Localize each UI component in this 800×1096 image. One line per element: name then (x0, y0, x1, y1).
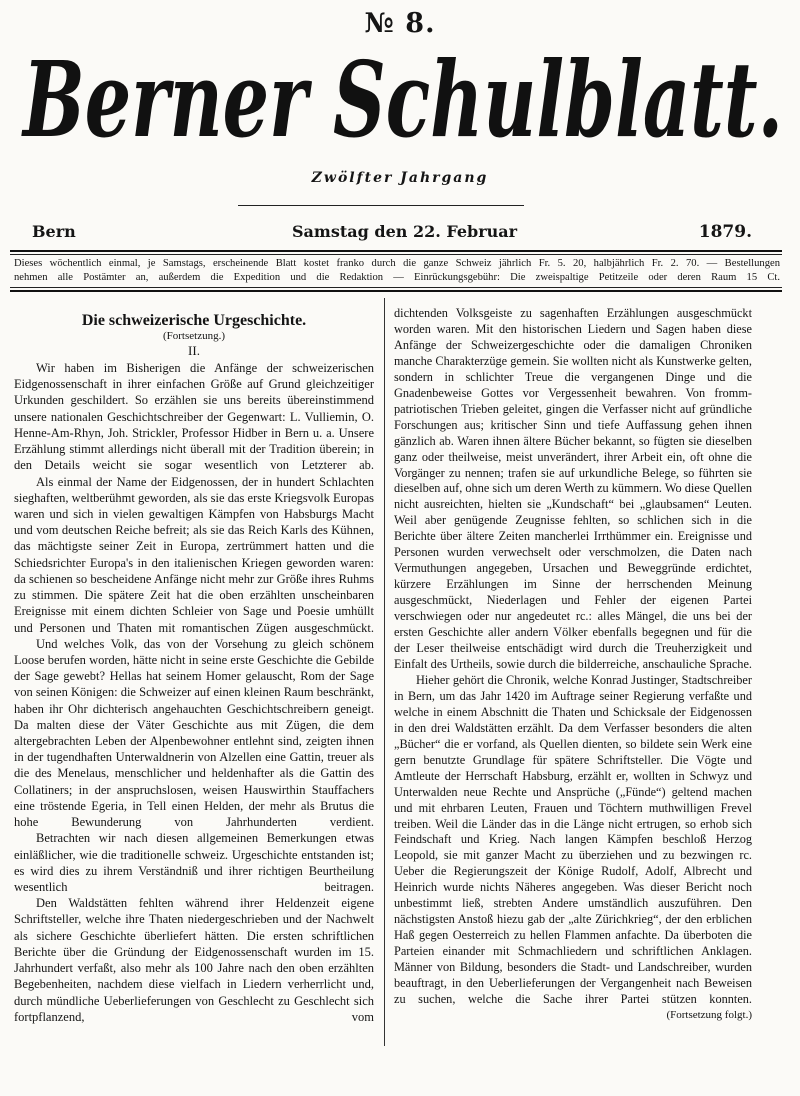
notice-line: nehmen alle Postämter an, außerdem die Expedition und die Redaktion — Einrückungsgebühr: Die zweispaltige Petitzeile oder deren Raum 15 Ct. (14, 271, 780, 283)
article-paragraph: Betrachten wir nach diesen allgemeinen Bemerkungen etwas einläßlicher, wie die traditionelle schweiz. Urgeschichte entstanden ist; es wird dies zu ihrem Verständniß und ihrer richtigen Beurtheilung wesentlich beitragen. (14, 831, 374, 894)
article-section-numeral: II. (188, 343, 200, 358)
publication-date: Samstag den 22. Februar (292, 222, 518, 241)
article-paragraph: Den Waldstätten fehlten während ihrer Heldenzeit eigene Schriftsteller, welche ihre Thaten niedergeschrieben und der Nachwelt als sichere Geschichte überliefert hätten. Die ersten schriftlichen Berichte über die Gründung der Eidgenossenschaft wurden im 15. Jahrhundert verfaßt, also mehr als 100 Jahre nach den oben erzählten Begebenheiten, nachdem diese vielfach in Liedern verherrlicht und, durch mündliche Ueberlieferungen von Geschlecht zu Geschlecht sich fortpflanzend, vom (14, 896, 374, 1024)
column-divider (384, 298, 385, 1046)
publication-year: 1879. (698, 222, 752, 242)
header-rule-bottom-thin (10, 287, 782, 288)
header-rule-bottom (10, 290, 782, 292)
publication-place: Bern (32, 222, 76, 241)
volume-line: Zwölfter Jahrgang (311, 170, 489, 186)
header-rule-top (10, 250, 782, 252)
article-column-right (394, 306, 752, 1024)
article-footer (394, 1008, 752, 1024)
article-paragraph: Und welches Volk, das von der Vorsehung zu gleich schönem Loose berufen worden, hätte nicht in seine erste Geschichte die Gebilde der Sage gewebt? Hellas hat seinem Homer gelauscht, Rom der Sage von seinen Königen: die Schweizer auf einen kleinen Raum beschränkt, haben ihr Ohr dichterisch angehauchten Geschichtschreibern geneigt. Da malten diese der Väter Geschichte aus mit Zügen, die dem altergebrachten Leben der Alpenbewohner entlehnt sind, zeigten ihnen in der tugendhaften Unterwaldnerin von Alzellen eine Gattin, treuer als die des Menelaus, menschlicher und heldenhafter als die Gattin des Collatiners; in der anspruchslosen, weisen Hauswirthin Stauffachers eine tröstende Egeria, in Tell einen Helden, der mehr als Brutus die hohe Bewunderung von Jahrhunderten verdient. (14, 636, 374, 830)
article-title: Die schweizerische Urgeschichte. (81, 312, 307, 329)
article-column-left (14, 312, 374, 1025)
article-paragraph: Hieher gehört die Chronik, welche Konrad Justinger, Stadtschreiber in Bern, um das Jahr 1420 im Auftrage seiner Regierung verfaßte und welche in einem Abschnitt die Thaten und Schicksale der Eidgenossen in den drei Waldstätten erzählt. Da dem Verfasser besonders die alten „Bücher“ die er vorfand, als Quellen dienten, so bildete sein Werk eine gern benutzte Grundlage für spätere Schriftsteller. Die Vögte und Amtleute der Herrschaft Habsburg, erzählt er, wollten in Schwyz und Unterwalden neue Rechte und Ansprüche („Fünde“) geltend machen und mit ehrbaren Leuten, Frauen und Töchtern muthwilligen Frevel treiben. Weil die Länder das in die Länge nicht ertrugen, so erhob sich Feindschaft und Krieg. Nach langen Kämpfen beschloß Herzog Leopold, sie mit ganzer Macht zu überziehen und zu bezwingen rc. Ueber die Regierungszeit der Könige Rudolf, Adolf, Albrecht und Heinrich wurde nichts Näheres angegeben. Was dieser Bericht noch unbestimmt ließ, strebten Andere umständlich auszuführen. Den nächstigsten Anstoß hiezu gab der „alte Zürichkrieg“, der den erblichen Haß gegen Oesterreich zu hellen Flammen anfachte. Da überboten die Parteien einander mit Schmachliedern und schriftlichen Anklagen. Männer von Bildung, besonders die Stadt- und Landschreiber, wurden beauftragt, in den Ueberlieferungen der Vergangenheit nach Beweisen zu suchen, welche die Sache ihrer Partei stützen konnten. (394, 672, 752, 1006)
article-subtitle: (Fortsetzung.) (162, 330, 225, 342)
subscription-notice (14, 257, 780, 284)
article-paragraph: Wir haben im Bisherigen die Anfänge der schweizerischen Eidgenossenschaft in ihrer einfachen Größe auf Grund gleichzeitiger Urkunden geschildert. So erzählen sie uns bereits übereinstimmend unsere nationalen Geschichtschreiber der Gegenwart: L. Vulliemin, O. Henne-Am-Rhyn, Joh. Strickler, Professor Hidber in Bern u. a. Unsere Erzählung stimmt allerdings nicht überall mit der Tradition überein; in den Details weicht sie sogar wesentlich von Letzterer ab. (14, 361, 374, 473)
masthead (18, 46, 788, 158)
issue-number: № 8. (364, 8, 436, 39)
article-paragraph: Als einmal der Name der Eidgenossen, der in hundert Schlachten sieghaften, weltberühmt geworden, als sie das erste Kriegsvolk Europas waren und sich in vielen gewaltigen Kämpfen von Habsburgs Macht und vom deutschen Reiche befreit; als sie das Reich Karls des Kühnen, das mächtigste seiner Zeit in Europa, zertrümmert hatten und die Schiedsrichter Europa's in den italienischen Kriegen geworden waren: da schienen so bescheidene Anfänge nicht mehr zur Größe ihres Ruhms zu stimmen. Die spätere Zeit hat die oben erzählten unscheinbaren Ereignisse mit einem dichten Schleier von Sage und Poesie umhüllt und Personen und Thaten mit romantischen Zügen ausgeschmückt. (14, 474, 374, 635)
masthead-title: Berner Schulblatt. (20, 46, 784, 158)
dateline (32, 222, 754, 246)
volume-rule (238, 205, 524, 206)
continued-note: (Fortsetzung folgt.) (666, 1008, 752, 1021)
article-paragraph: dichtenden Volksgeiste zu sagenhaften Erzählungen ausgeschmückt worden waren. Mit den historischen Liedern und Sagen haben diese Anfänge der Schweizergeschichte oder die damaligen Chroniken manche Charakterzüge gemein. Sie wollten nicht als Kunstwerke gelten, sondern in schlichter Treue die vergangenen Dinge und die Gnadenbeweise Gottes vor Vergessenheit bewahren. Von fromm-patriotischen Trieben geleitet, gingen die Verfasser nicht auf gründliche Forschungen aus; kritischer Sinn und tiefe Auffassung gehen ihnen gänzlich ab. Waren ihnen ältere Bücher bekannt, so fügten sie dieselben ganz oder theilweise, meist unverändert, ihrer Arbeit ein, oft ohne die Vorgänger zu nennen; trafen sie auf urkundliche Belege, so führten sie dieselben auf, ohne sich um deren Werth zu kümmern. Wo diese Quellen nicht ausreichten, hielten sie „Kundschaft“ bei „glaubsamen“ Leuten. Weil aber genügende Zeugnisse fehlten, so schlichen sich in die Berichte über ältere Zeiten mancherlei Irrthümmer ein. Ereignisse und Personen wurden verwechselt oder verschmolzen, die Daten nach Vermuthungen angegeben, Ursachen und Beweggründe erdichtet, kürzere Erzählungen im Sinne der herrschenden Meinung ausgeschmückt, Niederlagen und Fehler der eigenen Partei verschwiegen oder nur angedeutet rc.: alles Mängel, die uns bei der ersten Geschichte aller andern Völker ebenfalls begegnen und für die der Leser theilweise entschädigt wird durch die Treuherzigkeit und Einfalt des Urtheils, sowie durch die bilderreiche, anschauliche Sprache. (394, 306, 752, 671)
notice-line: Dieses wöchentlich einmal, je Samstags, erscheinende Blatt kostet franko durch die ganze Schweiz jährlich Fr. 5. 20, halbjährlich Fr. 2. 70. — Bestellungen (14, 258, 780, 269)
header-rule-top-thin (10, 254, 782, 255)
